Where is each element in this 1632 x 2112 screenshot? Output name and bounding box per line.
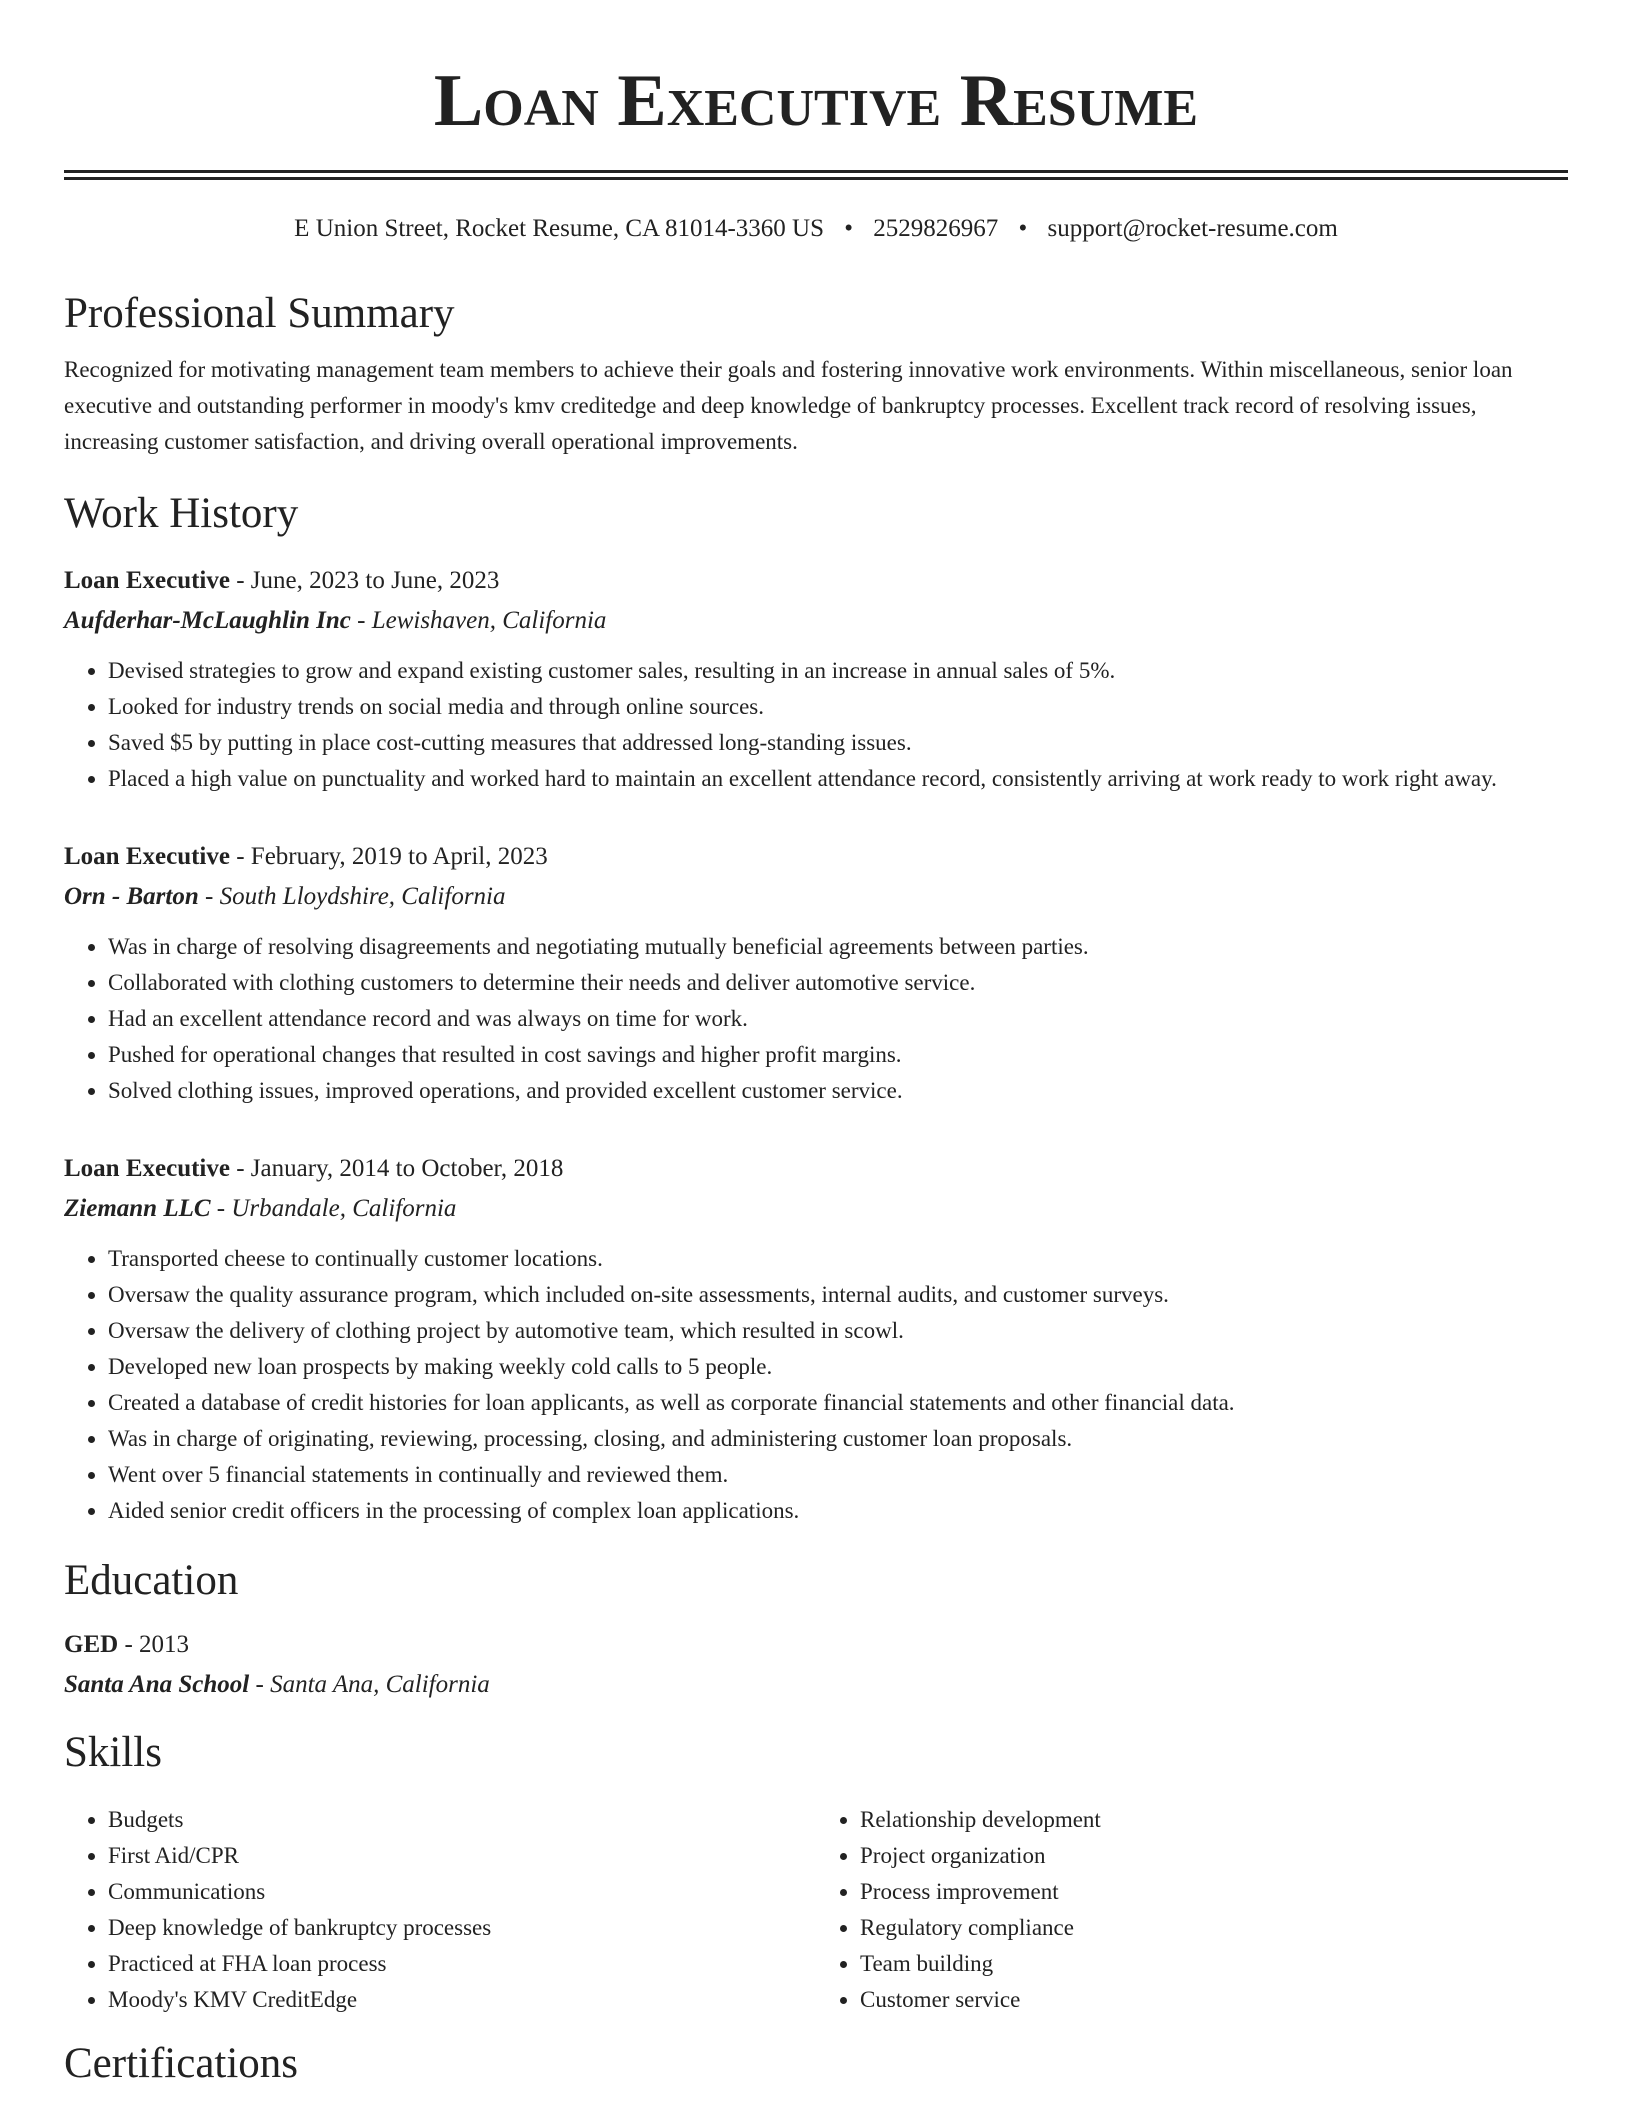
contact-address: E Union Street, Rocket Resume, CA 81014-3360 US [294, 215, 824, 242]
education-school: Santa Ana School [64, 1670, 250, 1698]
skill-item: • Communications [108, 1874, 816, 1910]
education-degree: GED [64, 1630, 119, 1658]
job-bullet: • Collaborated with clothing customers to determine their needs and deliver automotive service. [108, 965, 1568, 1001]
contact-line [64, 214, 1568, 244]
job-heading [64, 837, 1568, 877]
skills-list-right [816, 1802, 1568, 2018]
job-role: Loan Executive [64, 1155, 230, 1183]
section-title-summary: Professional Summary [64, 290, 455, 337]
job-company: Ziemann LLC [64, 1195, 211, 1223]
job-role: Loan Executive [64, 567, 230, 595]
job-heading [64, 1149, 1568, 1189]
job-bullet: • Pushed for operational changes that resulted in cost savings and higher profit margins. [108, 1037, 1568, 1073]
job-bullet: • Went over 5 financial statements in continually and reviewed them. [108, 1457, 1568, 1493]
skill-item: • Regulatory compliance [860, 1910, 1568, 1946]
skill-item: • First Aid/CPR [108, 1838, 816, 1874]
job-bullet: • Had an excellent attendance record and was always on time for work. [108, 1001, 1568, 1037]
skill-item: • Process improvement [860, 1874, 1568, 1910]
skill-item: • Moody's KMV CreditEdge [108, 1982, 816, 2018]
job-bullet: • Developed new loan prospects by making weekly cold calls to 5 people. [108, 1349, 1568, 1385]
skill-item: • Budgets [108, 1802, 816, 1838]
skill-item: • Customer service [860, 1982, 1568, 2018]
job-entry [64, 561, 1568, 797]
job-bullet: • Solved clothing issues, improved operations, and provided excellent customer service. [108, 1073, 1568, 1109]
section-title-education: Education [64, 1557, 239, 1605]
job-bullet: • Saved $5 by putting in place cost-cutting measures that addressed long-standing issues. [108, 725, 1568, 761]
skill-item: • Practiced at FHA loan process [108, 1946, 816, 1982]
education-location: - Santa Ana, California [249, 1670, 490, 1698]
job-bullet: • Created a database of credit histories for loan applicants, as well as corporate financial statements and other financial data. [108, 1385, 1568, 1421]
job-employer [64, 601, 1568, 641]
title-divider [64, 170, 1568, 180]
education-year: - 2013 [118, 1630, 190, 1658]
job-employer [64, 877, 1568, 917]
job-bullet: • Aided senior credit officers in the processing of complex loan applications. [108, 1493, 1568, 1529]
skills-list-left [64, 1802, 816, 2018]
job-bullet: • Was in charge of resolving disagreements and negotiating mutually beneficial agreements between parties. [108, 929, 1568, 965]
job-location: - South Lloydshire, California [198, 883, 506, 911]
education-school-line [64, 1665, 1568, 1705]
education-entry [64, 1625, 1568, 1705]
job-bullets [64, 653, 1568, 797]
job-company: Aufderhar-McLaughlin Inc [64, 607, 351, 635]
contact-phone: 2529826967 [873, 215, 999, 242]
job-bullet: • Devised strategies to grow and expand existing customer sales, resulting in an increase in annual sales of 5%. [108, 653, 1568, 689]
job-bullet: • Oversaw the quality assurance program, which included on-site assessments, internal audits, and customer surveys. [108, 1277, 1568, 1313]
skill-item: • Deep knowledge of bankruptcy processes [108, 1910, 816, 1946]
job-location: - Lewishaven, California [350, 607, 607, 635]
job-bullet: • Oversaw the delivery of clothing project by automotive team, which resulted in scowl. [108, 1313, 1568, 1349]
section-title-work-history: Work History [64, 489, 299, 537]
section-title-skills: Skills [64, 1728, 162, 1776]
job-bullet: • Looked for industry trends on social media and through online sources. [108, 689, 1568, 725]
job-bullets [64, 1241, 1568, 1529]
contact-email: support@rocket-resume.com [1047, 215, 1338, 242]
summary-text: Recognized for motivating management team members to achieve their goals and fostering innovative work environments. Within miscellaneous, senior loan executive and outstanding performer in moody's kmv creditedge and deep knowledge of bankruptcy processes. Excellent track record of resolving issues, increasing customer satisfaction, and driving overall operational improvements. [64, 356, 1513, 454]
job-dates: - June, 2023 to June, 2023 [229, 567, 500, 595]
job-entry [64, 837, 1568, 1109]
job-dates: - February, 2019 to April, 2023 [229, 843, 548, 871]
education-heading [64, 1625, 1568, 1665]
job-bullet: • Was in charge of originating, reviewing, processing, closing, and administering customer loan proposals. [108, 1421, 1568, 1457]
job-employer [64, 1189, 1568, 1229]
job-bullets [64, 929, 1568, 1109]
job-location: - Urbandale, California [210, 1195, 457, 1223]
skills-columns [64, 1790, 1568, 2018]
job-role: Loan Executive [64, 843, 230, 871]
skill-item: • Team building [860, 1946, 1568, 1982]
job-entry [64, 1149, 1568, 1529]
skill-item: • Project organization [860, 1838, 1568, 1874]
job-dates: - January, 2014 to October, 2018 [229, 1155, 564, 1183]
job-bullet: • Placed a high value on punctuality and worked hard to maintain an excellent attendance record, consistently arriving at work ready to work right away. [108, 761, 1568, 797]
contact-separator: • [1018, 215, 1028, 242]
job-bullet: • Transported cheese to continually customer locations. [108, 1241, 1568, 1277]
contact-separator: • [844, 215, 854, 242]
resume-title: Loan Executive Resume [433, 60, 1199, 142]
job-company: Orn - Barton [64, 883, 199, 911]
job-heading [64, 561, 1568, 601]
skill-item: • Relationship development [860, 1802, 1568, 1838]
section-title-certifications: Certifications [64, 2040, 299, 2088]
